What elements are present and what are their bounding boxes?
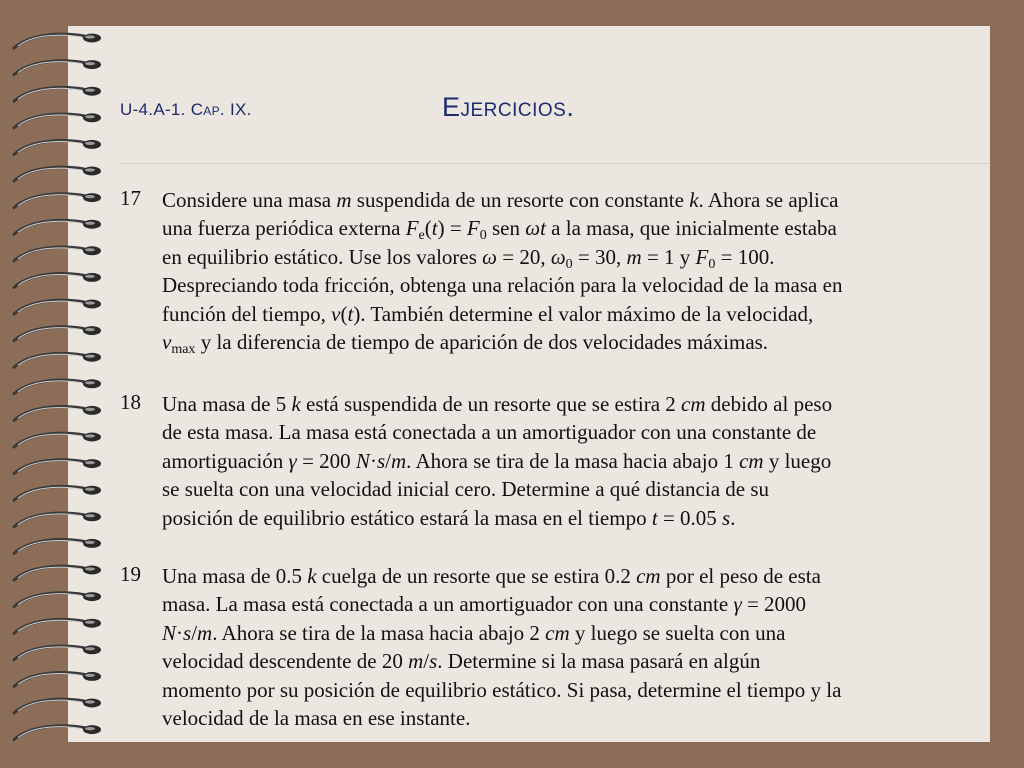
- binding-ring: [14, 326, 101, 341]
- text-line: Considere una masa m suspendida de un resorte con constante k. Ahora se aplica: [162, 188, 839, 212]
- spiral-binding: [0, 0, 120, 768]
- binding-ring: [14, 645, 101, 660]
- text-line: amortiguación γ = 200 N·s/m. Ahora se tira de la masa hacia abajo 1 cm y luego: [162, 448, 832, 473]
- text-line: velocidad descendente de 20 m/s. Determine si la masa pasará en algún: [162, 649, 761, 674]
- binding-ring: [14, 246, 101, 260]
- binding-ring: [14, 699, 101, 714]
- text-line: en equilibrio estático. Use los valores ω = 20, $\omega_0 = 30$, m = 1 y $F_0 = 100$.: [162, 244, 775, 272]
- chapter-label: U-4.A-1. Cap. IX.: [120, 100, 252, 119]
- text-line: de esta masa. La masa está conectada a un amortiguador con una constante de: [162, 420, 817, 445]
- exercise-text: [162, 186, 992, 356]
- text-line: Una masa de 5 k está suspendida de un resorte que se estira 2 cm debido al peso: [162, 392, 833, 416]
- exercise-number: 18: [120, 390, 141, 414]
- binding-ring: [14, 167, 101, 182]
- binding-ring: [14, 725, 101, 740]
- text-line: se suelta con una velocidad inicial cero. Determine a qué distancia de su: [162, 477, 770, 502]
- text-line: N·s/m. Ahora se tira de la masa hacia abajo 2 cm y luego se suelta con una: [162, 620, 786, 645]
- binding-ring: [14, 113, 101, 128]
- exercise-text: [162, 390, 992, 532]
- exercise-number: 17: [120, 186, 141, 210]
- header-divider: [120, 163, 990, 164]
- exercise-number: 19: [120, 562, 141, 586]
- text-line: función del tiempo, v(t). También determine el valor máximo de la velocidad,: [162, 301, 814, 326]
- binding-ring: [14, 300, 101, 315]
- binding-ring: [14, 433, 101, 448]
- binding-ring: [14, 140, 101, 155]
- binding-ring: [14, 539, 101, 554]
- binding-ring: [14, 486, 101, 501]
- text-line: $v_{max}$ y la diferencia de tiempo de aparición de dos velocidades máximas.: [162, 330, 769, 358]
- binding-ring: [14, 672, 101, 687]
- text-line: velocidad de la masa en ese instante.: [162, 706, 471, 731]
- text-line: momento por su posición de equilibrio estático. Si pasa, determine el tiempo y la: [162, 677, 842, 702]
- binding-ring: [14, 566, 101, 581]
- text-line: posición de equilibrio estático estará la masa en el tiempo t = 0.05 s.: [162, 505, 736, 530]
- text-line: Despreciando toda fricción, obtenga una relación para la velocidad de la masa en: [162, 273, 843, 298]
- binding-ring: [14, 619, 101, 634]
- binding-ring: [14, 60, 101, 75]
- binding-ring: [14, 193, 101, 208]
- binding-ring: [14, 220, 101, 235]
- binding-ring: [14, 592, 101, 607]
- page-title: Ejercicios.: [442, 92, 575, 122]
- binding-ring: [14, 353, 101, 368]
- exercise-text: [162, 562, 992, 732]
- binding-ring: [14, 512, 101, 527]
- text-line: una fuerza periódica externa $F_e(t) = F_0$ sen ωt a la masa, que inicialmente estaba: [162, 216, 837, 244]
- text-line: Una masa de 0.5 k cuelga de un resorte que se estira 0.2 cm por el peso de esta: [162, 564, 821, 588]
- text-line: masa. La masa está conectada a un amortiguador con una constante γ = 2000: [162, 592, 807, 617]
- binding-ring: [14, 34, 101, 49]
- binding-ring: [14, 406, 101, 421]
- binding-ring: [14, 87, 101, 102]
- binding-ring: [14, 273, 101, 288]
- binding-ring: [14, 459, 101, 474]
- binding-ring: [14, 379, 101, 394]
- slide-header: [120, 92, 990, 132]
